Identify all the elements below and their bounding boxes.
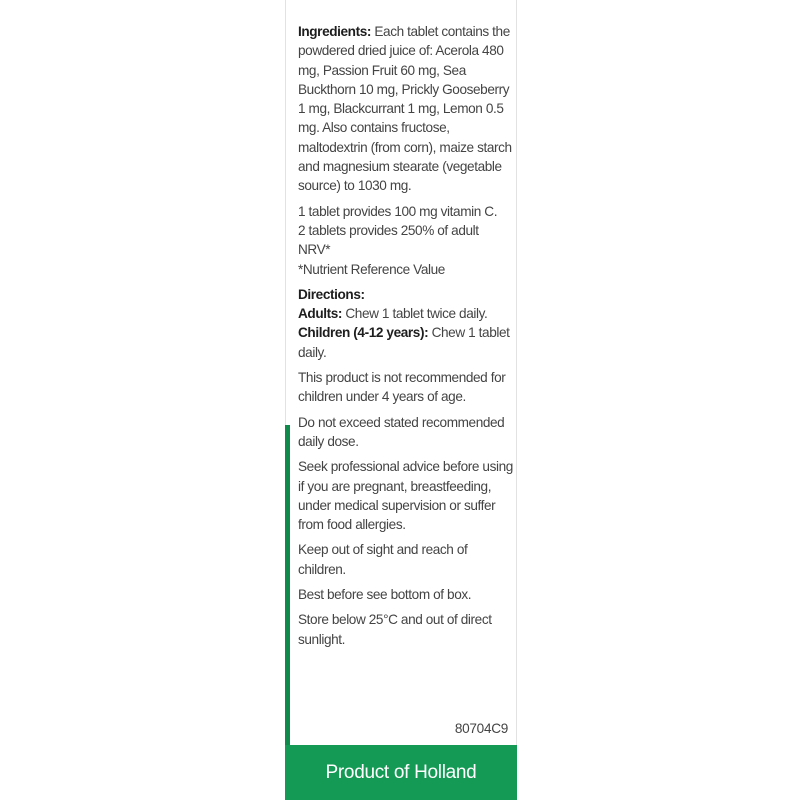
warning-1: This product is not recommended for children under 4 years of age. (298, 370, 506, 405)
adults-label: Adults: (298, 306, 343, 322)
children-text: Chew 1 tablet daily. (298, 325, 510, 360)
adults-text: Chew 1 tablet twice daily. (342, 306, 488, 322)
warning-2: Do not exceed stated recommended daily dose. (298, 414, 505, 449)
nutrition-line-2: 2 tablets provides 250% of adult NRV* (298, 222, 479, 258)
directions-heading: Directions: (298, 286, 365, 302)
nutrition-line-1: 1 tablet provides 100 mg vitamin C. (298, 203, 498, 219)
ingredients-heading: Ingredients: (298, 24, 371, 39)
label-text (298, 22, 513, 655)
ingredients-text: Each tablet contains the powdered dried juice of: Acerola 480 mg, Passion Fruit 60 mg, Sea Buckthorn 10 mg, Prickly Gooseberry 1 mg, Blackcurrant 1 mg, Lemon 0.5 mg. Also contains fructose, maltodextrin (from corn), maize starch and magnesium stearate (vegetable source) to 1030 mg. (298, 24, 512, 194)
warning-3: Seek professional advice before using if you are pregnant, breastfeeding, under medical supervision or suffer from food allergies. (298, 459, 513, 533)
directions-paragraph (298, 285, 513, 362)
nutrition-footnote: *Nutrient Reference Value (298, 261, 445, 277)
ingredients-paragraph (298, 22, 513, 196)
footer-label: Product of Holland (325, 761, 477, 783)
nutrition-paragraph (298, 202, 513, 279)
footer-banner (285, 745, 517, 800)
warning-5: Best before see bottom of box. (298, 587, 472, 603)
product-code: 80704C9 (454, 721, 508, 736)
warning-4: Keep out of sight and reach of children. (298, 542, 468, 577)
warning-6: Store below 25°C and out of direct sunlight. (298, 612, 492, 647)
green-edge-stripe (285, 425, 290, 745)
children-label: Children (4-12 years): (298, 325, 429, 341)
